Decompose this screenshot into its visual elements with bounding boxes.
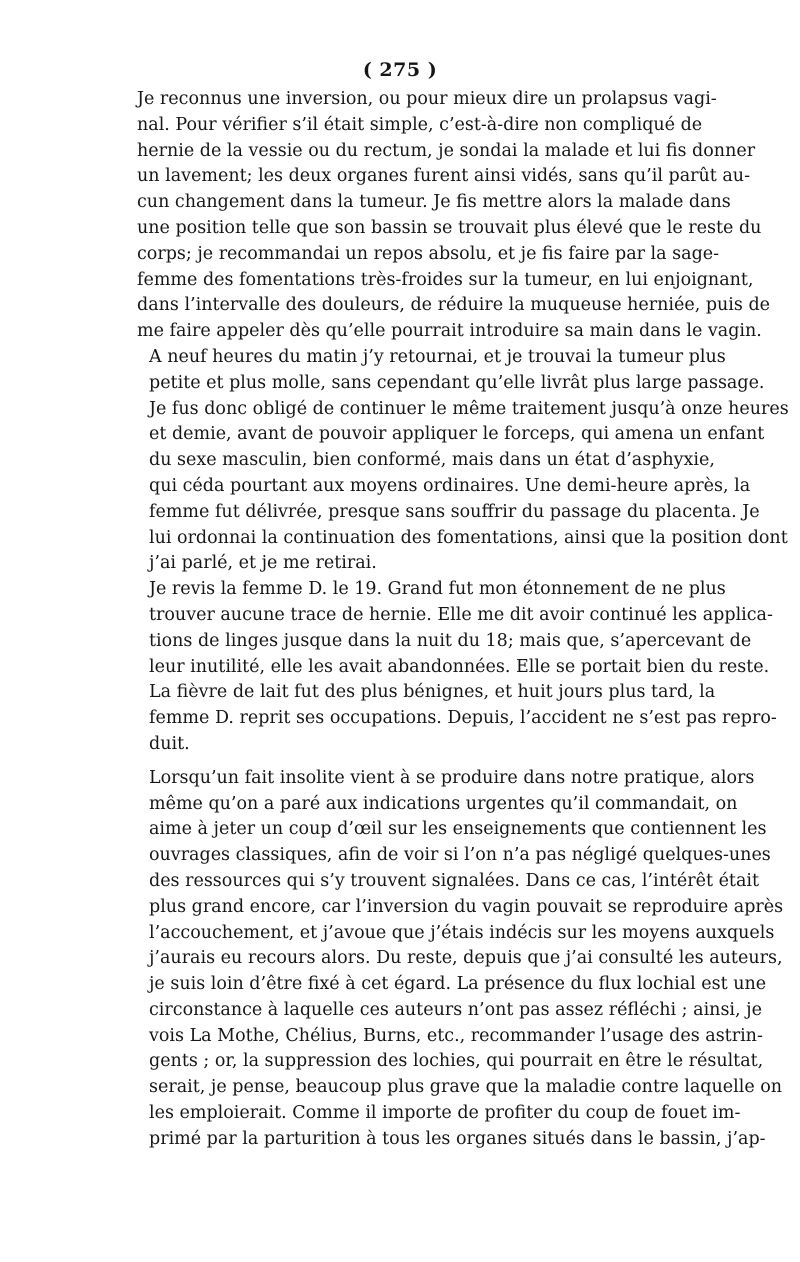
text-line: dans l’intervalle des douleurs, de réduire la muqueuse herniée, puis de — [137, 295, 770, 316]
text-line: une position telle que son bassin se trouvait plus élevé que le reste du — [137, 217, 762, 238]
text-line: tions de linges jusque dans la nuit du 18; mais que, s’apercevant de — [149, 630, 752, 651]
text-line: Lorsqu’un fait insolite vient à se produire dans notre pratique, alors — [149, 767, 755, 788]
text-line: j’ai parlé, et je me retirai. — [149, 553, 377, 574]
text-line: femme des fomentations très-froides sur la tumeur, en lui enjoignant, — [137, 269, 754, 290]
text-line: circonstance à laquelle ces auteurs n’ont pas assez réfléchi ; ainsi, je — [149, 999, 762, 1020]
text-line: me faire appeler dès qu’elle pourrait introduire sa main dans le vagin. — [137, 321, 762, 342]
text-line: aime à jeter un coup d’œil sur les enseignements que contiennent les — [149, 819, 767, 840]
paragraph-1 — [137, 87, 770, 345]
text-line: femme D. reprit ses occupations. Depuis, l’accident ne s’est pas repro- — [149, 708, 777, 729]
page-number: ( 275 ) — [362, 59, 438, 81]
text-line: duit. — [149, 733, 190, 754]
text-line: et demie, avant de pouvoir appliquer le forceps, qui amena un enfant — [149, 424, 765, 445]
text-line: lui ordonnai la continuation des fomentations, ainsi que la position dont — [149, 527, 788, 548]
paragraph-3 — [137, 577, 777, 758]
paragraph-4 — [137, 766, 784, 1153]
text-line: du sexe masculin, bien conformé, mais dans un état d’asphyxie, — [149, 450, 715, 471]
text-line: leur inutilité, elle les avait abandonnées. Elle se portait bien du reste. — [149, 656, 770, 677]
text-line: femme fut délivrée, presque sans souffrir du passage du placenta. Je — [149, 501, 760, 522]
text-line: Je fus donc obligé de continuer le même traitement jusqu’à onze heures — [149, 398, 789, 419]
paragraph-2 — [137, 345, 789, 577]
text-line: primé par la parturition à tous les organes situés dans le bassin, j’ap- — [149, 1128, 766, 1149]
text-line: je suis loin d’être fixé à cet égard. La présence du flux lochial est une — [149, 974, 767, 995]
text-line: A neuf heures du matin j’y retournai, et je trouvai la tumeur plus — [149, 346, 726, 367]
body-text — [137, 87, 789, 1153]
text-line: nal. Pour vérifier s’il était simple, c’est-à-dire non compliqué de — [137, 114, 703, 135]
text-line: même qu’on a paré aux indications urgentes qu’il commandait, on — [149, 793, 738, 814]
text-line: gents ; or, la suppression des lochies, qui pourrait en être le résultat, — [149, 1051, 764, 1072]
text-line: plus grand encore, car l’inversion du vagin pouvait se reproduire après — [149, 896, 784, 917]
text-line: Je revis la femme D. le 19. Grand fut mon étonnement de ne plus — [149, 579, 726, 600]
text-line: qui céda pourtant aux moyens ordinaires. Une demi-heure après, la — [149, 475, 751, 496]
text-line: petite et plus molle, sans cependant qu’elle livrât plus large passage. — [149, 372, 765, 393]
text-line: vois La Mothe, Chélius, Burns, etc., recommander l’usage des astrin- — [149, 1025, 763, 1046]
text-line: des ressources qui s’y trouvent signalées. Dans ce cas, l’intérêt était — [149, 870, 760, 891]
text-line: corps; je recommandai un repos absolu, et je fis faire par la sage- — [137, 243, 720, 264]
text-line: j’aurais eu recours alors. Du reste, depuis que j’ai consulté les auteurs, — [149, 948, 783, 969]
text-line: ouvrages classiques, afin de voir si l’on n’a pas négligé quelques-unes — [149, 845, 771, 866]
text-line: un lavement; les deux organes furent ainsi vidés, sans qu’il parût au- — [137, 166, 750, 187]
text-line: les emploierait. Comme il importe de profiter du coup de fouet im- — [149, 1103, 741, 1124]
text-line: l’accouchement, et j’avoue que j’étais indécis sur les moyens auxquels — [149, 922, 775, 943]
text-line: cun changement dans la tumeur. Je fis mettre alors la malade dans — [137, 192, 731, 213]
text-line: hernie de la vessie ou du rectum, je sondai la malade et lui fis donner — [137, 140, 756, 161]
text-line: serait, je pense, beaucoup plus grave que la maladie contre laquelle on — [149, 1077, 783, 1098]
text-line: La fièvre de lait fut des plus bénignes, et huit jours plus tard, la — [149, 682, 716, 703]
text-line: trouver aucune trace de hernie. Elle me dit avoir continué les applica- — [149, 604, 773, 625]
text-line: Je reconnus une inversion, ou pour mieux dire un prolapsus vagi- — [137, 89, 717, 109]
